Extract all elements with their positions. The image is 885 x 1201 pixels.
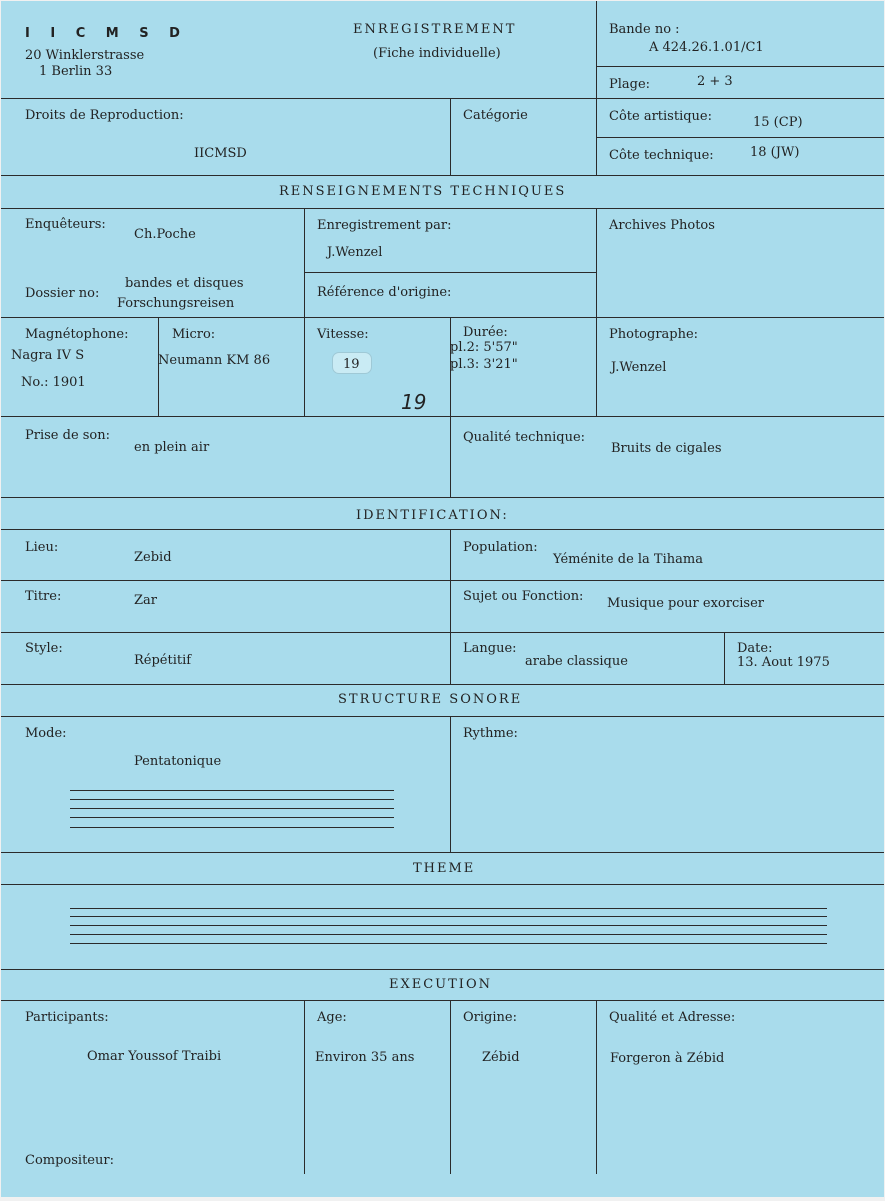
org-logo: I I C M S D bbox=[25, 26, 188, 41]
participants-value: Omar Youssof Traibi bbox=[87, 1049, 222, 1064]
rule bbox=[1, 317, 884, 318]
rule bbox=[1, 580, 884, 581]
rule bbox=[596, 208, 597, 416]
staff-line bbox=[70, 908, 827, 909]
magnetophone-label: Magnétophone: bbox=[25, 327, 129, 342]
rule bbox=[596, 1, 597, 175]
dossier-value-1: bandes et disques bbox=[125, 276, 244, 291]
record-card bbox=[1, 1, 884, 1197]
org-address-street: 20 Winklerstrasse bbox=[25, 48, 145, 63]
mode-value: Pentatonique bbox=[134, 754, 222, 769]
rule bbox=[450, 98, 451, 175]
plage-value: 2 + 3 bbox=[697, 74, 733, 89]
staff-line bbox=[70, 817, 394, 818]
enregistrement-par-label: Enregistrement par: bbox=[317, 218, 452, 233]
droits-label: Droits de Reproduction: bbox=[25, 108, 184, 123]
rule bbox=[1, 1000, 884, 1001]
qualite-adresse-label: Qualité et Adresse: bbox=[609, 1010, 736, 1025]
titre-label: Titre: bbox=[25, 589, 62, 604]
plage-label: Plage: bbox=[609, 77, 651, 92]
titre-value: Zar bbox=[134, 593, 157, 608]
qualite-adresse-value: Forgeron à Zébid bbox=[610, 1051, 725, 1066]
dossier-value-2: Forschungsreisen bbox=[117, 296, 235, 311]
vitesse-value: 19 bbox=[343, 357, 360, 372]
rule bbox=[450, 716, 451, 852]
section-title-structure: STRUCTURE SONORE bbox=[338, 692, 523, 707]
section-title-technique: RENSEIGNEMENTS TECHNIQUES bbox=[279, 184, 567, 199]
staff-line bbox=[70, 925, 827, 926]
cote-technique-value: 18 (JW) bbox=[750, 145, 800, 160]
langue-value: arabe classique bbox=[525, 654, 628, 669]
duree-value-pl2: pl.2: 5'57" bbox=[450, 340, 518, 355]
enregistrement-par-value: J.Wenzel bbox=[327, 245, 383, 260]
rythme-label: Rythme: bbox=[463, 726, 518, 741]
cote-artistique-label: Côte artistique: bbox=[609, 109, 712, 124]
date-value: 13. Aout 1975 bbox=[737, 655, 830, 670]
section-title-theme: THEME bbox=[413, 861, 476, 876]
langue-label: Langue: bbox=[463, 641, 517, 656]
section-title-identification: IDENTIFICATION: bbox=[356, 508, 509, 523]
duree-value-pl3: pl.3: 3'21" bbox=[450, 357, 518, 372]
staff-line bbox=[70, 808, 394, 809]
droits-value: IICMSD bbox=[194, 146, 247, 161]
enqueteurs-value: Ch.Poche bbox=[134, 227, 196, 242]
rule bbox=[1, 632, 884, 633]
rule bbox=[596, 1000, 597, 1174]
dossier-label: Dossier no: bbox=[25, 286, 100, 301]
rule bbox=[1, 716, 884, 717]
vitesse-label: Vitesse: bbox=[317, 327, 369, 342]
rule bbox=[1, 497, 884, 498]
lieu-value: Zebid bbox=[134, 550, 172, 565]
rule bbox=[1, 852, 884, 853]
staff-line bbox=[70, 799, 394, 800]
origine-value: Zébid bbox=[482, 1050, 520, 1065]
staff-line bbox=[70, 943, 827, 944]
rule bbox=[1, 684, 884, 685]
rule bbox=[596, 66, 884, 67]
rule bbox=[1, 416, 884, 417]
rule bbox=[1, 98, 884, 99]
photographe-value: J.Wenzel bbox=[611, 360, 667, 375]
style-value: Répétitif bbox=[134, 653, 192, 668]
qualite-technique-label: Qualité technique: bbox=[463, 430, 586, 445]
rule bbox=[1, 175, 884, 176]
sujet-value: Musique pour exorciser bbox=[607, 596, 764, 611]
lieu-label: Lieu: bbox=[25, 540, 59, 555]
rule bbox=[596, 137, 884, 138]
date-label: Date: bbox=[737, 641, 773, 656]
prise-de-son-label: Prise de son: bbox=[25, 428, 111, 443]
rule bbox=[304, 272, 596, 273]
rule bbox=[1, 529, 884, 530]
qualite-technique-value: Bruits de cigales bbox=[611, 441, 722, 456]
participants-label: Participants: bbox=[25, 1010, 109, 1025]
mode-label: Mode: bbox=[25, 726, 67, 741]
archives-photos-label: Archives Photos bbox=[609, 218, 715, 233]
photographe-label: Photographe: bbox=[609, 327, 699, 342]
style-label: Style: bbox=[25, 641, 63, 656]
rule bbox=[450, 529, 451, 684]
form-title: ENREGISTREMENT bbox=[353, 22, 517, 37]
micro-label: Micro: bbox=[172, 327, 216, 342]
categorie-label: Catégorie bbox=[463, 108, 528, 123]
cote-technique-label: Côte technique: bbox=[609, 148, 714, 163]
reference-origine-label: Référence d'origine: bbox=[317, 285, 452, 300]
rule bbox=[1, 884, 884, 885]
form-subtitle: (Fiche individuelle) bbox=[373, 46, 501, 61]
population-value: Yéménite de la Tihama bbox=[553, 552, 703, 567]
population-label: Population: bbox=[463, 540, 538, 555]
age-value: Environ 35 ans bbox=[315, 1050, 415, 1065]
rule bbox=[724, 632, 725, 684]
enqueteurs-label: Enquêteurs: bbox=[25, 217, 106, 232]
origine-label: Origine: bbox=[463, 1010, 517, 1025]
section-title-execution: EXECUTION bbox=[389, 977, 492, 992]
magnetophone-number: No.: 1901 bbox=[21, 375, 86, 390]
staff-line bbox=[70, 916, 827, 917]
staff-line bbox=[70, 934, 827, 935]
bande-value: A 424.26.1.01/C1 bbox=[649, 40, 764, 55]
rule bbox=[304, 1000, 305, 1174]
bande-label: Bande no : bbox=[609, 22, 680, 37]
duree-label: Durée: bbox=[463, 325, 508, 340]
org-address-city: 1 Berlin 33 bbox=[39, 64, 113, 79]
rule bbox=[304, 208, 305, 416]
rule bbox=[1, 208, 884, 209]
rule bbox=[1, 969, 884, 970]
magnetophone-value: Nagra IV S bbox=[11, 348, 85, 363]
compositeur-label: Compositeur: bbox=[25, 1153, 114, 1168]
micro-value: Neumann KM 86 bbox=[158, 353, 271, 368]
staff-line bbox=[70, 827, 394, 828]
prise-de-son-value: en plein air bbox=[134, 440, 210, 455]
vitesse-handwritten-note: 19 bbox=[401, 390, 427, 414]
sujet-label: Sujet ou Fonction: bbox=[463, 589, 584, 604]
cote-artistique-value: 15 (CP) bbox=[753, 115, 803, 130]
rule bbox=[450, 1000, 451, 1174]
staff-line bbox=[70, 790, 394, 791]
age-label: Age: bbox=[317, 1010, 347, 1025]
